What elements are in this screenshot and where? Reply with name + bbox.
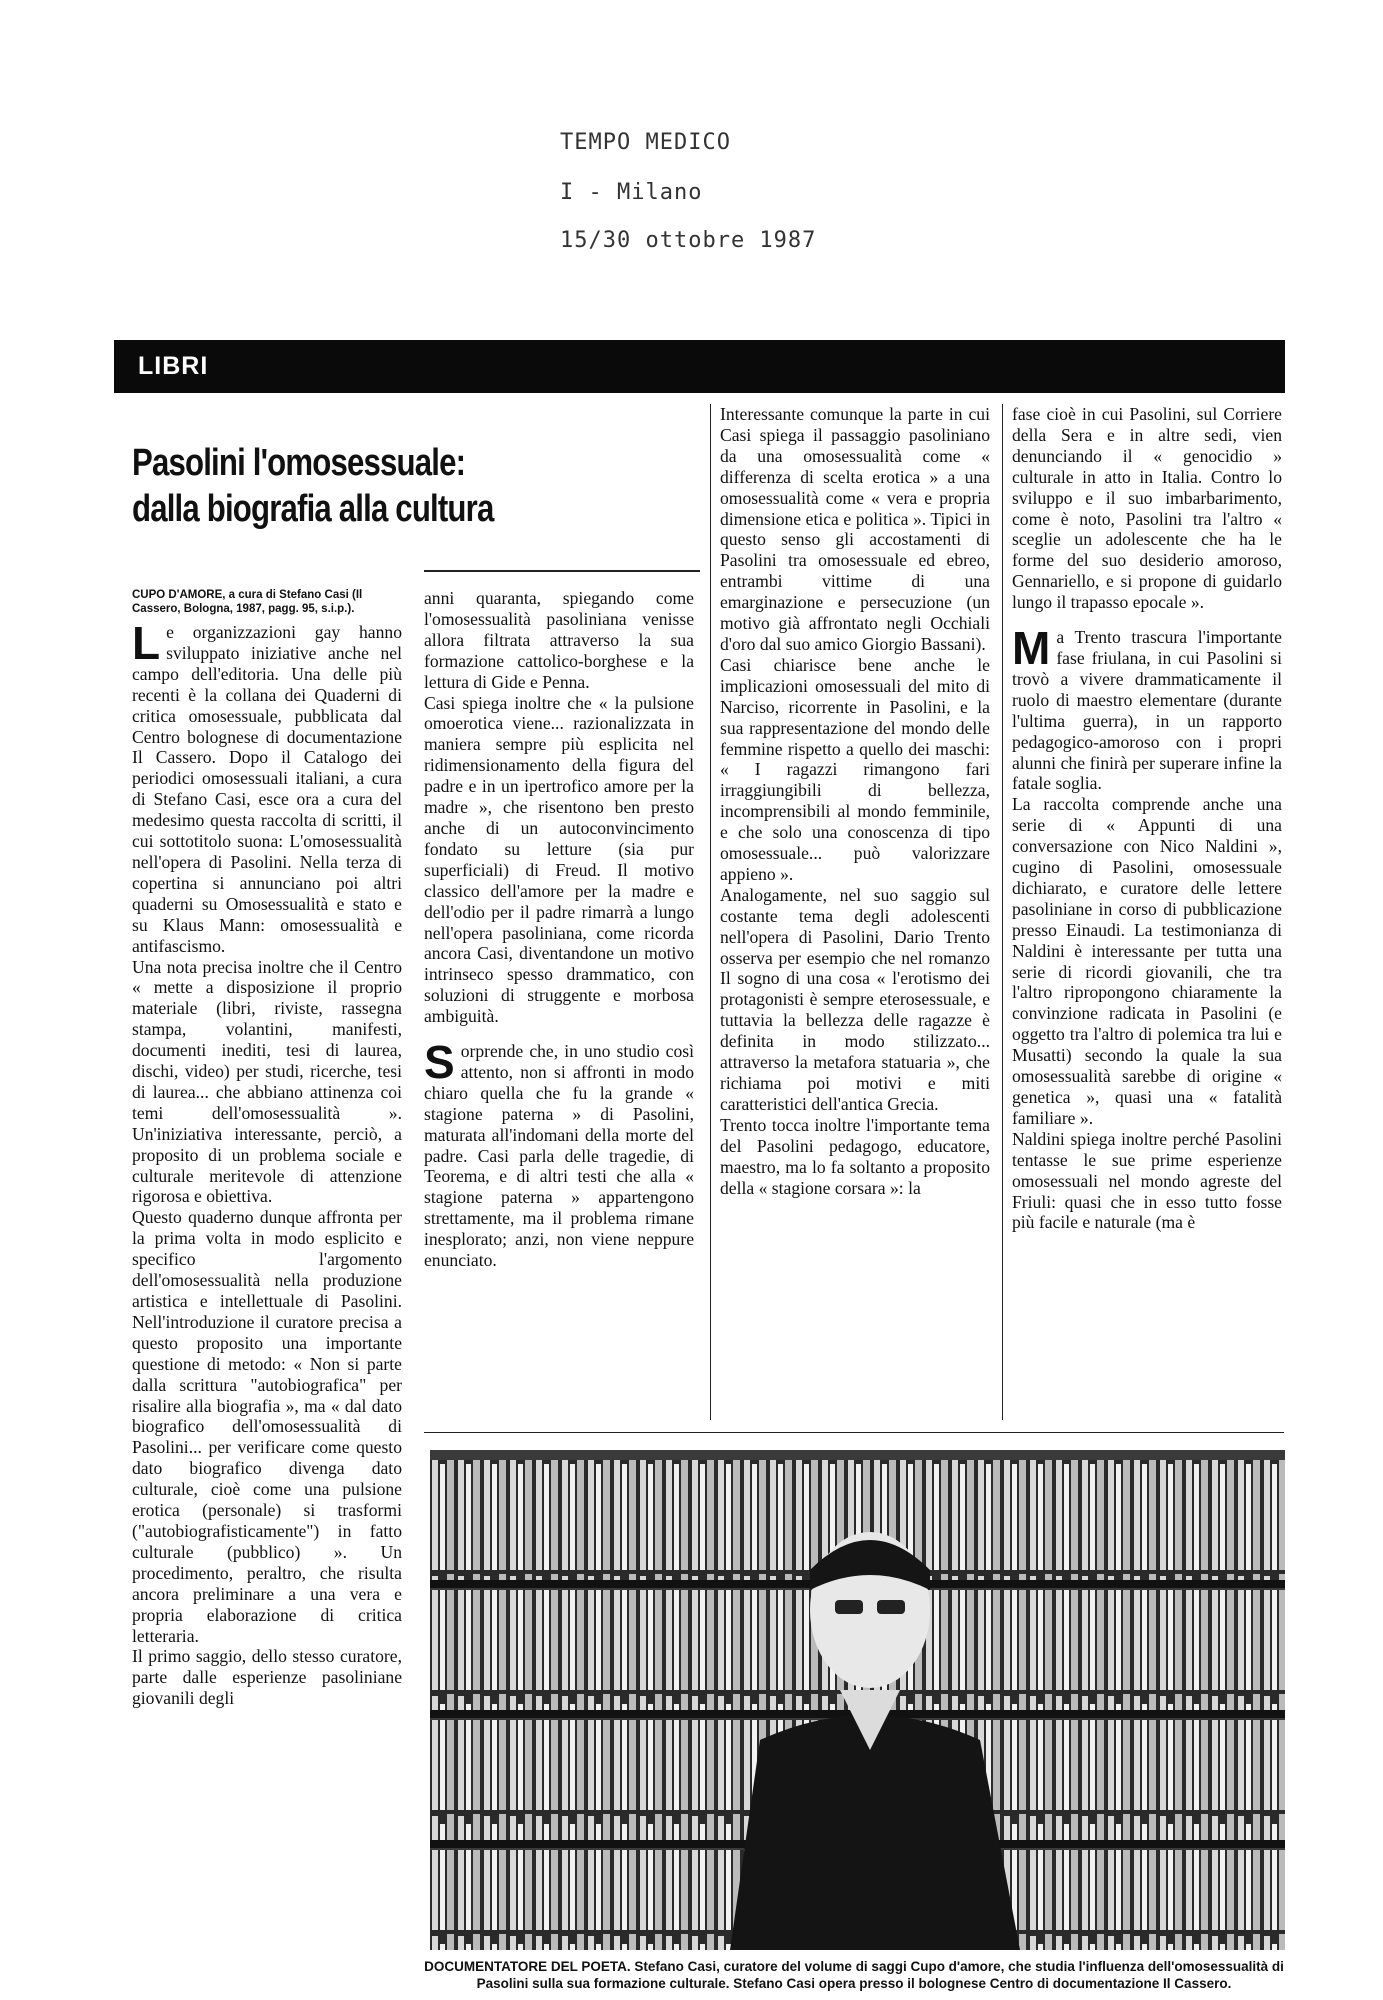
drop-cap: S	[424, 1036, 455, 1089]
section-banner	[114, 340, 1285, 393]
paragraph: Una nota precisa inoltre che il Centro « mette a disposizione il proprio materiale (libri, riviste, rassegna stampa, volantini, manifesti, documenti inediti, tesi di laurea, dischi, video) per studi, ricerche, tesi di laurea... che abbiano attinenza coi temi dell'omosessualità ». Un'iniziativa interessante, perciò, a proposito di un problema sociale e culturale meritevole di attenzione rigorosa e obiettiva.	[132, 956, 402, 1207]
paragraph: Sorprende che, in uno studio così attento, non si affronti in modo chiaro quella che fu la grande « stagione paterna » di Pasolini, maturata all'indomani della morte del padre. Casi parla delle tragedie, di Teorema, e di altri testi che alla « stagione paterna » appartengono strettamente, ma il problema rimane inesplorato; anzi, non viene neppure enunciato.	[424, 1036, 694, 1271]
paragraph: La raccolta comprende anche una serie di « Appunti di una conversazione con Nico Naldini », cugino di Pasolini, omosessuale dichiarato, e curatore delle lettere pasoliniane in corso di pubblicazione presso Einaudi. La testimonianza di Naldini è interessante per tutta una serie di ricordi giovanili, che tra l'altro ripropongono chiaramente la convinzione radicata in Pasolini (e oggetto tra l'altro di polemica tra lui e Musatti) secondo la quale la sua omosessualità sarebbe di origine « genetica », quasi una « fatalità familiare ».	[1012, 794, 1282, 1128]
photo-caption	[424, 1958, 1284, 1992]
paragraph: Questo quaderno dunque affronta per la prima volta in modo esplicito e specifico l'argomento dell'omosessualità nella produzione artistica e intellettuale di Pasolini. Nell'introduzione il curatore precisa a questo proposito una importante questione di metodo: « Non si parte dalla scrittura "autobiografica" per risalire alla biografia », ma « dal dato biografico dell'omosessualità di Pasolini... per verificare come questo dato biografico divenga dato culturale, cioè come una pulsione erotica (personale) si trasformi ("autobiografisticamente") in fatto culturale (pubblico) ». Un procedimento, peraltro, che risulta ancora preliminare a una vera e propria elaborazione di critica letteraria.	[132, 1207, 402, 1646]
paragraph: Naldini spiega inoltre perché Pasolini tentasse le sue prime esperienze omosessuali nel mondo agreste del Friuli: quasi che in esso tutto fosse più facile e naturale (ma è	[1012, 1128, 1282, 1233]
article-column-3	[720, 404, 990, 1198]
publication-name: TEMPO MEDICO	[560, 130, 731, 155]
article-column-4	[1012, 404, 1282, 1233]
caption-text: Stefano Casi, curatore del volume di saggi Cupo d'amore, che studia l'influenza dell'omosessualità di Pasolini sulla sua formazione culturale. Stefano Casi opera presso il bolognese Centro di documentazione Il Cassero.	[476, 1959, 1284, 1991]
paragraph: Interessante comunque la parte in cui Casi spiega il passaggio pasoliniano da una omosessualità come « differenza di scelta erotica » a una omosessualità come « vera e propria dimensione etica e politica ». Tipici in questo senso gli accostamenti di Pasolini tra omosessuale ed ebreo, entrambi vittime di una emarginazione e persecuzione (un motivo già affrontato negli Occhiali d'oro dal suo amico Giorgio Bassani).	[720, 404, 990, 654]
drop-cap: M	[1012, 622, 1051, 675]
headline-line-1: Pasolini l'omosessuale:	[132, 442, 466, 484]
article-headline	[132, 440, 493, 532]
headline-line-2: dalla biografia alla cultura	[132, 488, 494, 530]
article-column-2	[424, 588, 694, 1271]
photo-top-rule	[424, 1432, 1284, 1433]
drop-cap: L	[132, 617, 161, 669]
paragraph: Le organizzazioni gay hanno sviluppato iniziative anche nel campo dell'editoria. Una delle più recenti è la collana dei Quaderni di critica omosessuale, pubblicata dal Centro bolognese di documentazione Il Cassero. Dopo il Catalogo dei periodici omosessuali italiani, a cura di Stefano Casi, esce ora a cura del medesimo questa raccolta di scritti, il cui sottotitolo suona: L'omosessualità nell'opera di Pasolini. Nella terza di copertina si annunciano poi altri quaderni su Omosessualità e stato e su Klaus Mann: omosessualità e antifascismo.	[132, 617, 402, 956]
paragraph: anni quaranta, spiegando come l'omosessualità pasoliniana venisse allora filtrata attraverso la sua formazione cattolico-borghese e la lettura di Gide e Penna.	[424, 588, 694, 692]
column-rule-2	[710, 404, 711, 1420]
paragraph: Il primo saggio, dello stesso curatore, parte dalle esperienze pasoliniane giovanili degli	[132, 1646, 402, 1709]
paragraph: Trento tocca inoltre l'importante tema del Pasolini pedagogo, educatore, maestro, ma lo fa soltanto a proposito della « stagione corsara »: la	[720, 1114, 990, 1198]
article-photo	[430, 1450, 1285, 1950]
publication-date: 15/30 ottobre 1987	[560, 228, 817, 253]
publication-city: I - Milano	[560, 180, 703, 205]
paragraph: Ma Trento trascura l'importante fase friulana, in cui Pasolini si trovò a vivere drammaticamente il ruolo di maestro elementare (durante l'ultima guerra), in un rapporto pedagogico-amoroso con i propri alunni che finirà per superare infine la fatale soglia.	[1012, 622, 1282, 794]
column-rule-header	[424, 570, 700, 572]
caption-label: DOCUMENTATORE DEL POETA.	[424, 1959, 631, 1974]
paragraph: fase cioè in cui Pasolini, sul Corriere della Sera e in altre sedi, vien denunciando il « genocidio » culturale in atto in Italia. Contro lo sviluppo e il suo imbarbarimento, come è noto, Pasolini tra l'altro « sceglie un adolescente che ha le forme del suo desiderio amoroso, Gennariello, e si propone di guidarlo lungo il trapasso epocale ».	[1012, 404, 1282, 613]
paragraph: Analogamente, nel suo saggio sul costante tema degli adolescenti nell'opera di Pasolini, Dario Trento osserva per esempio che nel romanzo Il sogno di una cosa « l'erotismo dei protagonisti è sempre eterosessuale, e tuttavia la bellezza delle ragazze è definita in modo stilizzato... attraverso la metafora statuaria », che richiama poi motivi e miti caratteristici dell'antica Grecia.	[720, 884, 990, 1114]
bibliography-line: CUPO D'AMORE, a cura di Stefano Casi (Il Cassero, Bologna, 1987, pagg. 95, s.i.p.).	[132, 589, 363, 615]
column-rule-3	[1002, 404, 1003, 1420]
article-column-1	[132, 588, 402, 1709]
paragraph: Casi spiega inoltre che « la pulsione omoerotica viene... razionalizzata in maniera sempre più esplicita nel ridimensionamento della figura del padre e in un ipertrofico amore per la madre », che risentono ben presto anche di un autoconvincimento fondato su letture (sia pur superficiali) di Freud. Il motivo classico dell'amore per la madre e dell'odio per il padre rimarrà a lungo nell'opera pasoliniana, come ricorda ancora Casi, diventandone un motivo intrinseco spesso drammatico, con soluzioni di struggente e morbosa ambiguità.	[424, 692, 694, 1027]
section-label: LIBRI	[138, 352, 209, 380]
paragraph: Casi chiarisce bene anche le implicazioni omosessuali del mito di Narciso, ricorrente in Pasolini, e la sua rappresentazione del mondo delle femmine rispetto a quello dei maschi: « I ragazzi rimangono fari irraggiungibili di bellezza, incomprensibili al mondo femminile, e che solo una conoscenza di tipo omosessuale... può valorizzare appieno ».	[720, 654, 990, 884]
bookshelf-portrait-image	[430, 1450, 1285, 1950]
